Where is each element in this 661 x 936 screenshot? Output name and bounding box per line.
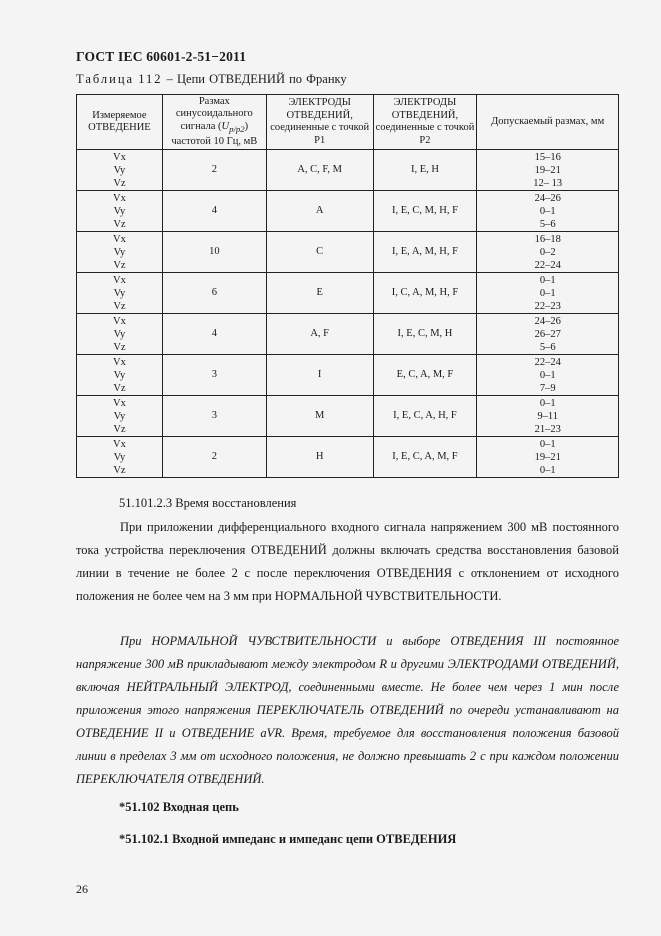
- table-body: [77, 150, 619, 478]
- header-signal-swing: [162, 95, 266, 150]
- cell-measured-leads-line: Vy: [113, 287, 126, 299]
- cell-allowed-swing-line: 0–1: [539, 464, 556, 476]
- cell-electrodes-p2: I, E, C, M, H, F: [373, 191, 477, 232]
- cell-measured-leads: [77, 273, 163, 314]
- cell-allowed-swing: [477, 437, 619, 478]
- cell-allowed-swing-line: 24–26: [534, 192, 561, 204]
- cell-allowed-swing-line: 5–6: [539, 218, 556, 230]
- table-caption-number: 112: [138, 72, 163, 86]
- section-recovery-time: 51.101.2.3 Время восстановления: [119, 496, 297, 510]
- cell-measured-leads: [77, 314, 163, 355]
- cell-measured-leads-line: Vx: [113, 274, 126, 286]
- cell-allowed-swing-line: 0–1: [539, 397, 556, 409]
- cell-electrodes-p2: I, E, C, M, H: [373, 314, 477, 355]
- cell-measured-leads-line: Vy: [113, 410, 126, 422]
- cell-electrodes-p1: A, F: [266, 314, 373, 355]
- header-swing-variable: U: [221, 120, 230, 132]
- cell-allowed-swing: [477, 191, 619, 232]
- cell-signal-swing: 3: [162, 355, 266, 396]
- cell-allowed-swing-line: 15–16: [534, 151, 561, 163]
- cell-allowed-swing-line: 0–1: [539, 369, 556, 381]
- cell-allowed-swing-line: 24–26: [534, 315, 561, 327]
- cell-electrodes-p2: I, C, A, M, H, F: [373, 273, 477, 314]
- cell-measured-leads: [77, 437, 163, 478]
- cell-allowed-swing-line: 0–2: [539, 246, 556, 258]
- header-allowed-swing: Допускаемый размах, мм: [477, 95, 619, 150]
- cell-measured-leads-line: Vx: [113, 438, 126, 450]
- cell-allowed-swing: [477, 355, 619, 396]
- cell-allowed-swing-line: 21–23: [534, 423, 561, 435]
- cell-electrodes-p2: I, E, C, A, M, F: [373, 437, 477, 478]
- cell-electrodes-p1: A, C, F, M: [266, 150, 373, 191]
- table-row: [77, 355, 619, 396]
- cell-measured-leads: [77, 355, 163, 396]
- cell-allowed-swing-line: 19–21: [534, 164, 561, 176]
- table-header-row: [77, 95, 619, 150]
- cell-allowed-swing-line: 22–24: [534, 259, 561, 271]
- cell-signal-swing: 4: [162, 191, 266, 232]
- cell-allowed-swing: [477, 150, 619, 191]
- cell-allowed-swing-line: 12– 13: [533, 177, 563, 189]
- cell-measured-leads-line: Vx: [113, 192, 126, 204]
- heading-input-impedance: *51.102.1 Входной импеданс и импеданс цепи ОТВЕДЕНИЯ: [119, 832, 457, 846]
- cell-electrodes-p1: H: [266, 437, 373, 478]
- cell-allowed-swing-line: 5–6: [539, 341, 556, 353]
- table-row: [77, 437, 619, 478]
- frank-leads-table: [76, 94, 619, 478]
- cell-electrodes-p1: A: [266, 191, 373, 232]
- cell-measured-leads-line: Vz: [113, 300, 126, 312]
- table-row: [77, 273, 619, 314]
- cell-allowed-swing: [477, 232, 619, 273]
- cell-allowed-swing-line: 26–27: [534, 328, 561, 340]
- standard-header: ГОСТ IEC 60601-2-51−2011: [76, 49, 247, 64]
- cell-measured-leads-line: Vz: [113, 341, 126, 353]
- cell-measured-leads-line: Vz: [113, 464, 126, 476]
- table-caption: [76, 72, 347, 87]
- cell-measured-leads-line: Vz: [113, 382, 126, 394]
- header-swing-text-end: ) частотой 10 Гц, мВ: [171, 120, 258, 147]
- cell-measured-leads-line: Vz: [113, 218, 126, 230]
- cell-electrodes-p1: C: [266, 232, 373, 273]
- cell-electrodes-p2: I, E, A, M, H, F: [373, 232, 477, 273]
- cell-signal-swing: 2: [162, 150, 266, 191]
- cell-measured-leads-line: Vx: [113, 151, 126, 163]
- cell-signal-swing: 10: [162, 232, 266, 273]
- table-row: [77, 396, 619, 437]
- cell-allowed-swing-line: 0–1: [539, 274, 556, 286]
- cell-measured-leads-line: Vy: [113, 451, 126, 463]
- table-row: [77, 232, 619, 273]
- cell-measured-leads-line: Vy: [113, 328, 126, 340]
- table-row: [77, 150, 619, 191]
- page-number: 26: [76, 882, 88, 896]
- cell-measured-leads-line: Vx: [113, 356, 126, 368]
- cell-measured-leads: [77, 396, 163, 437]
- cell-measured-leads-line: Vz: [113, 177, 126, 189]
- cell-signal-swing: 6: [162, 273, 266, 314]
- cell-allowed-swing-line: 0–1: [539, 287, 556, 299]
- cell-allowed-swing-line: 19–21: [534, 451, 561, 463]
- cell-measured-leads: [77, 150, 163, 191]
- cell-measured-leads-line: Vx: [113, 397, 126, 409]
- cell-electrodes-p1: E: [266, 273, 373, 314]
- cell-allowed-swing-line: 22–23: [534, 300, 561, 312]
- heading-input-circuit: *51.102 Входная цепь: [119, 800, 239, 814]
- cell-measured-leads-line: Vy: [113, 246, 126, 258]
- cell-allowed-swing: [477, 314, 619, 355]
- cell-measured-leads-line: Vy: [113, 205, 126, 217]
- header-swing-subscript: p/p2: [229, 124, 245, 135]
- cell-allowed-swing-line: 0–1: [539, 438, 556, 450]
- cell-electrodes-p1: M: [266, 396, 373, 437]
- cell-allowed-swing: [477, 396, 619, 437]
- table-caption-label: Таблица: [76, 72, 135, 86]
- header-electrodes-p1: ЭЛЕКТРОДЫ ОТВЕДЕНИЙ, соединенные с точкой P1: [266, 95, 373, 150]
- cell-electrodes-p2: I, E, C, A, H, F: [373, 396, 477, 437]
- cell-signal-swing: 3: [162, 396, 266, 437]
- header-measured-lead: Измеряемое ОТВЕДЕНИЕ: [77, 95, 163, 150]
- cell-measured-leads-line: Vx: [113, 315, 126, 327]
- cell-allowed-swing-line: 7–9: [539, 382, 556, 394]
- cell-signal-swing: 2: [162, 437, 266, 478]
- header-swing-text-start: Размах синусоидального сигнала (: [175, 95, 253, 132]
- cell-allowed-swing-line: 0–1: [539, 205, 556, 217]
- cell-measured-leads-line: Vy: [113, 369, 126, 381]
- cell-electrodes-p2: I, E, H: [373, 150, 477, 191]
- header-electrodes-p2: ЭЛЕКТРОДЫ ОТВЕДЕНИЙ, соединенные с точкой P2: [373, 95, 477, 150]
- cell-electrodes-p2: E, C, A, M, F: [373, 355, 477, 396]
- table-caption-title: – Цепи ОТВЕДЕНИЙ по Франку: [166, 72, 347, 86]
- cell-measured-leads-line: Vy: [113, 164, 126, 176]
- cell-allowed-swing-line: 22–24: [534, 356, 561, 368]
- cell-measured-leads-line: Vz: [113, 259, 126, 271]
- cell-allowed-swing: [477, 273, 619, 314]
- cell-signal-swing: 4: [162, 314, 266, 355]
- paragraph-test-procedure: При НОРМАЛЬНОЙ ЧУВСТВИТЕЛЬНОСТИ и выборе ОТВЕДЕНИЯ III постоянное напряжение 300 мВ прикладывают между электродом R и другими ЭЛЕКТРОДАМИ ОТВЕДЕНИЙ, включая НЕЙТРАЛЬНЫЙ ЭЛЕКТРОД, соединенными вместе. Не более чем через 1 мин после приложения этого напряжения ПЕРЕКЛЮЧАТЕЛЬ ОТВЕДЕНИЙ по очереди устанавливают на ОТВЕДЕНИЕ II и ОТВЕДЕНИЕ aVR. Время, требуемое для восстановления положения базовой линии в пределах 3 мм от исходного положения, не должно превышать 2 с при каждом положении ПЕРЕКЛЮЧАТЕЛЯ ОТВЕДЕНИЙ.: [76, 634, 619, 786]
- cell-allowed-swing-line: 16–18: [534, 233, 561, 245]
- cell-allowed-swing-line: 9–11: [537, 410, 558, 422]
- table-row: [77, 191, 619, 232]
- cell-electrodes-p1: I: [266, 355, 373, 396]
- table-row: [77, 314, 619, 355]
- paragraph-recovery-requirement: При приложении дифференциального входного сигнала напряжением 300 мВ постоянного тока устройства переключения ОТВЕДЕНИЙ должны включать средства восстановления базовой линии в течение не более 2 с после переключения ОТВЕДЕНИЯ с отклонением от исходного положения не более чем на 3 мм при НОРМАЛЬНОЙ ЧУВСТВИТЕЛЬНОСТИ.: [76, 520, 619, 603]
- cell-measured-leads: [77, 191, 163, 232]
- cell-measured-leads-line: Vz: [113, 423, 126, 435]
- cell-measured-leads: [77, 232, 163, 273]
- cell-measured-leads-line: Vx: [113, 233, 126, 245]
